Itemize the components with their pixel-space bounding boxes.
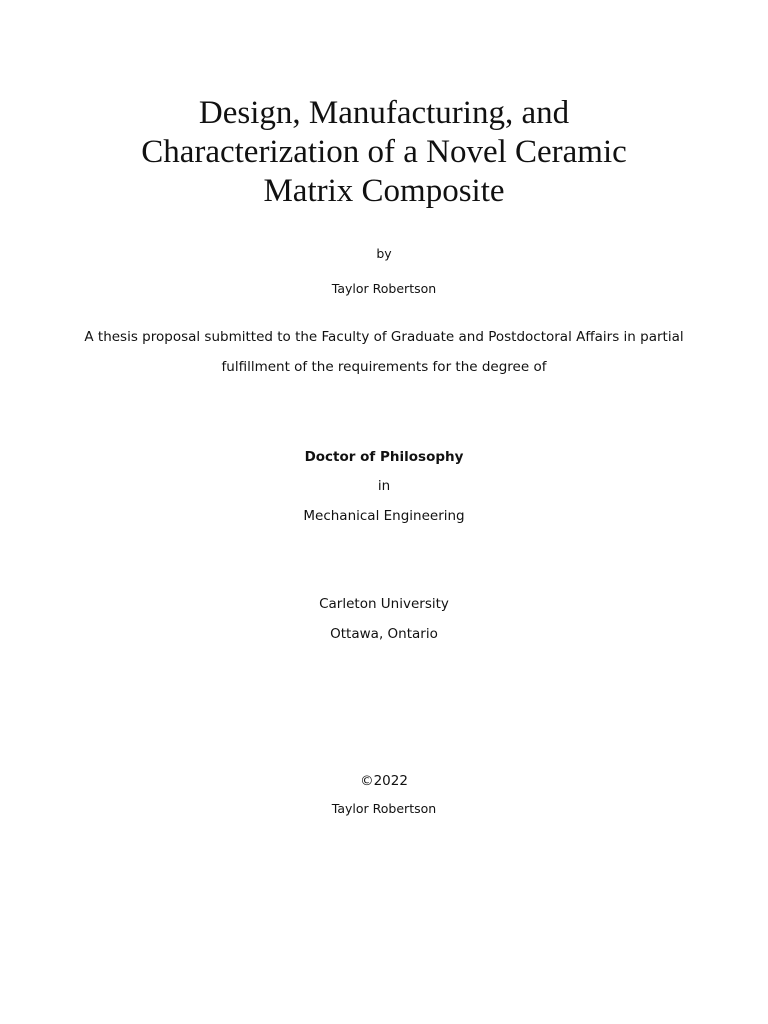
statement-line-2: fulfillment of the requirements for the degree of: [221, 359, 547, 375]
degree-name: Doctor of Philosophy: [304, 449, 464, 465]
statement-line-1: A thesis proposal submitted to the Faculty of Graduate and Postdoctoral Affairs in partial: [84, 329, 684, 345]
title-line-1: Design, Manufacturing, and: [198, 95, 570, 131]
location-name: Ottawa, Ontario: [330, 626, 438, 642]
copyright-holder: Taylor Robertson: [331, 801, 437, 816]
university-name: Carleton University: [319, 596, 449, 612]
by-label: by: [376, 246, 392, 261]
field-name: Mechanical Engineering: [303, 508, 465, 524]
title-line-3: Matrix Composite: [263, 173, 505, 209]
copyright-year: ©2022: [360, 773, 408, 789]
author-name: Taylor Robertson: [331, 281, 437, 296]
title-line-2: Characterization of a Novel Ceramic: [141, 134, 627, 170]
in-label: in: [377, 478, 391, 494]
